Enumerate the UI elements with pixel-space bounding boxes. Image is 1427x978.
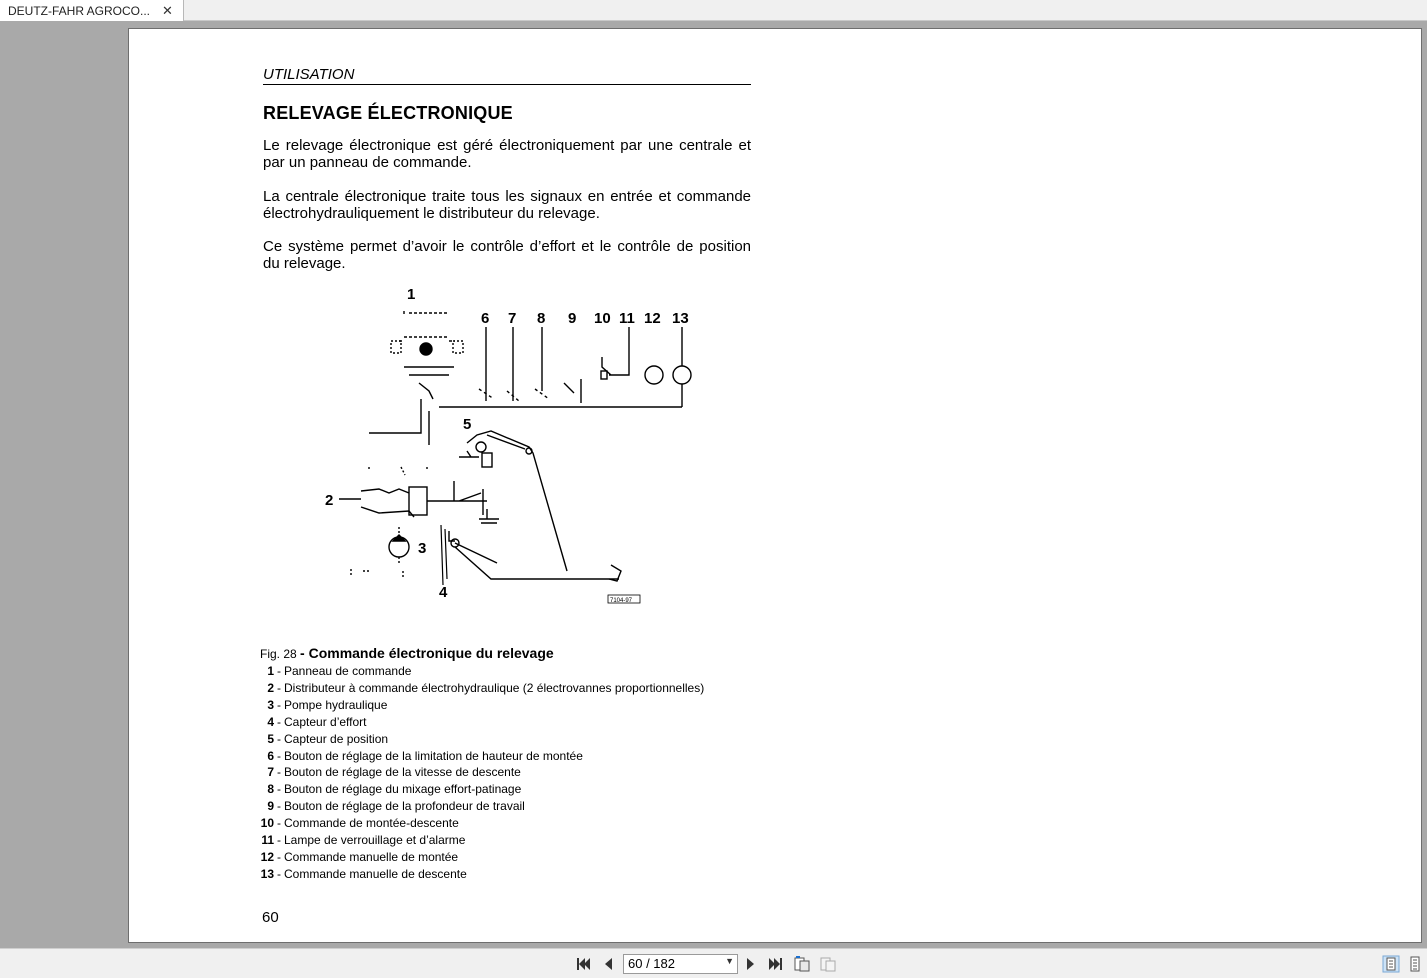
legend-separator: -	[277, 664, 281, 678]
page-indicator: 60 / 182	[628, 956, 675, 971]
last-page-icon[interactable]	[765, 953, 787, 975]
legend-number: 7	[267, 765, 274, 780]
single-page-view-icon[interactable]	[1380, 953, 1402, 975]
paragraph: Ce système permet d’avoir le contrôle d’effort et le contrôle de position du relevage.	[263, 238, 751, 272]
legend-separator: -	[277, 782, 281, 797]
figure-label: 8	[537, 310, 546, 327]
continuous-view-icon[interactable]	[1404, 953, 1426, 975]
legend-separator: -	[277, 799, 281, 814]
paragraph: La centrale électronique traite tous les signaux en entrée et commande électrohydrauliquement le distributeur du relevage.	[263, 188, 751, 222]
legend-separator: -	[277, 816, 281, 831]
legend-text: Capteur d’effort	[284, 714, 367, 729]
legend-item	[259, 798, 819, 815]
figure-label: 1	[407, 286, 416, 303]
legend-item	[259, 663, 819, 680]
navigation-toolbar	[0, 948, 1427, 978]
document-tab[interactable]	[0, 0, 184, 21]
document-viewer[interactable]	[0, 21, 1427, 948]
figure-label: 10	[594, 310, 611, 327]
legend-item	[259, 748, 819, 765]
legend-item	[259, 714, 819, 731]
legend-number: 9	[267, 799, 274, 814]
legend-number: 4	[267, 714, 274, 729]
page-selector[interactable]	[623, 954, 738, 974]
legend-text: Pompe hydraulique	[284, 697, 388, 712]
figure-legend	[259, 663, 819, 883]
legend-separator: -	[277, 697, 281, 712]
figure-label: 5	[463, 416, 472, 433]
legend-number: 2	[267, 680, 274, 695]
figure-label: 3	[418, 540, 427, 557]
hydraulic-diagram	[319, 279, 689, 609]
figure-label: 9	[568, 310, 577, 327]
legend-text: Bouton de réglage de la limitation de hauteur de montée	[284, 748, 583, 763]
legend-text: Bouton de réglage du mixage effort-patinage	[284, 782, 522, 797]
caption-title: - Commande électronique du relevage	[300, 645, 554, 661]
figure-label: 6	[481, 310, 490, 327]
legend-item	[259, 764, 819, 781]
next-page-icon[interactable]	[740, 953, 762, 975]
paragraph: Le relevage électronique est géré électroniquement par une centrale et par un panneau de commande.	[263, 137, 751, 171]
legend-item	[259, 781, 819, 798]
legend-item	[259, 815, 819, 832]
legend-number: 6	[267, 748, 274, 763]
rotate-icon[interactable]	[791, 953, 813, 975]
figure-label: 13	[672, 310, 689, 327]
legend-text: Bouton de réglage de la profondeur de travail	[284, 799, 525, 814]
legend-number: 12	[260, 849, 274, 864]
legend-item	[259, 697, 819, 714]
legend-text: Panneau de commande	[284, 664, 412, 678]
legend-item	[259, 731, 819, 748]
legend-separator: -	[277, 866, 281, 881]
close-tab-icon[interactable]: ✕	[162, 3, 173, 18]
legend-text: Commande manuelle de montée	[284, 849, 459, 864]
legend-separator: -	[277, 748, 281, 763]
legend-text: Lampe de verrouillage et d’alarme	[284, 833, 466, 848]
figure-caption	[260, 645, 554, 661]
legend-number: 8	[267, 782, 274, 797]
section-header: UTILISATION	[263, 66, 751, 85]
legend-number: 13	[260, 866, 274, 881]
legend-number: 11	[261, 833, 274, 848]
legend-number: 1	[267, 664, 274, 678]
legend-text: Commande de montée-descente	[284, 816, 459, 831]
legend-number: 5	[267, 731, 274, 746]
legend-number: 3	[267, 697, 274, 712]
chevron-down-icon[interactable]: ▼	[725, 956, 734, 966]
legend-separator: -	[277, 731, 281, 746]
legend-number: 10	[260, 816, 274, 831]
fit-icon[interactable]	[817, 953, 839, 975]
prev-page-icon[interactable]	[597, 953, 619, 975]
legend-separator: -	[277, 680, 281, 695]
legend-text: Capteur de position	[284, 731, 389, 746]
legend-item	[259, 849, 819, 866]
legend-separator: -	[277, 714, 281, 729]
legend-separator: -	[277, 765, 281, 780]
figure-code: 7104-97	[610, 598, 633, 604]
first-page-icon[interactable]	[572, 953, 594, 975]
legend-separator: -	[277, 849, 281, 864]
page-number: 60	[262, 909, 279, 926]
legend-item	[259, 680, 819, 697]
document-page	[128, 28, 1422, 943]
tab-title: DEUTZ-FAHR AGROCO...	[8, 4, 151, 18]
legend-text: Distributeur à commande électrohydraulique (2 électrovannes proportionnelles)	[284, 680, 705, 695]
legend-text: Commande manuelle de descente	[284, 866, 467, 881]
caption-prefix: Fig. 28	[260, 647, 297, 661]
figure-label: 4	[439, 584, 448, 601]
legend-separator: -	[277, 833, 281, 848]
legend-item	[259, 866, 819, 883]
page-title: RELEVAGE ÉLECTRONIQUE	[263, 103, 513, 123]
figure-label: 11	[619, 310, 635, 327]
tab-bar	[0, 0, 1427, 21]
figure-label: 7	[508, 310, 517, 327]
figure-label: 12	[644, 310, 661, 327]
legend-item	[259, 832, 819, 849]
figure-label: 2	[325, 492, 334, 509]
legend-text: Bouton de réglage de la vitesse de descente	[284, 765, 521, 780]
